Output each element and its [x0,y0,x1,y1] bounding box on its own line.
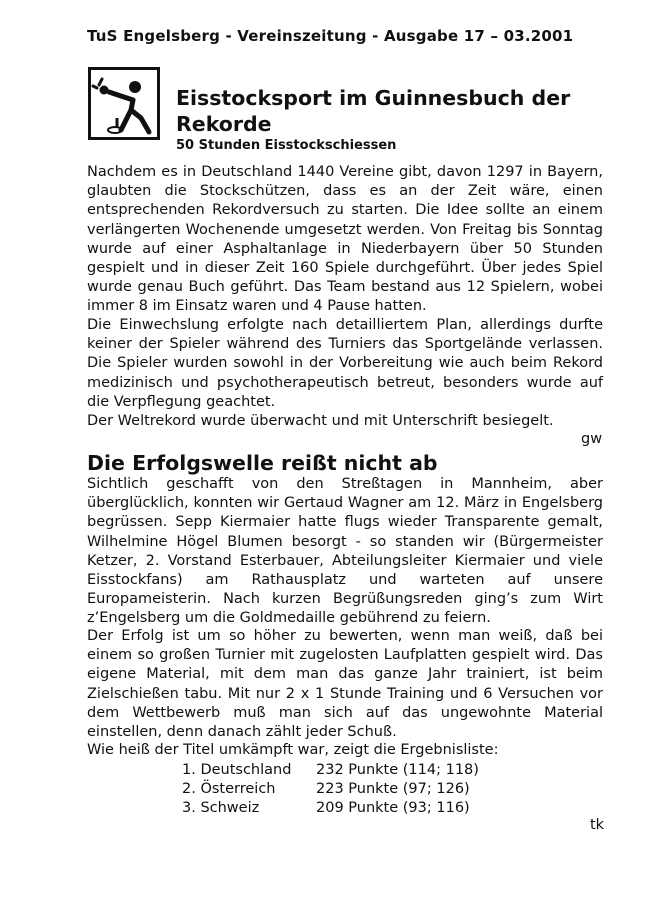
logo-graphic [91,70,157,137]
article-paragraph: Der Erfolg ist um so höher zu bewerten, wenn man weiß, daß bei einem so großen Turnier mit zugelosten Laufplatten gespielt wird. Das eigene Material, mit dem man das ganze Jahr trainiert, ist beim Zielschießen tabu. Mit nur 2 x 1 Stunde Training und 6 Versuchen vor dem Wettbewerb muß man sich auf das ungewohnte Material einstellen, denn danach zählt jeder Schuß. [87,628,603,741]
result-row [182,799,479,818]
result-row [182,780,479,799]
result-score: 223 Punkte (97; 126) [316,781,470,797]
eisstock-player-icon [88,67,160,140]
page-header: TuS Engelsberg - Vereinszeitung - Ausgabe 17 – 03.2001 [87,27,574,45]
author-signature: gw [581,431,603,447]
article-paragraph: Nachdem es in Deutschland 1440 Vereine gibt, davon 1297 in Bayern, glaubten die Stockschützen, dass es an der Zeit wäre, einen entsprechenden Rekordversuch zu starten. Die Idee sollte an einem verlängerten Wochenende umgesetzt werden. Von Freitag bis Sonntag wurde auf einer Asphaltanlage in Niederbayern über 50 Stunden gespielt und in dieser Zeit 160 Spiele durchgeführt. Über jedes Spiel wurde genau Buch geführt. Das Team bestand aus 12 Spielern, wobei immer 8 im Einsatz waren und 4 Pause hatten. [87,164,603,315]
article-paragraph: Wie heiß der Titel umkämpft war, zeigt die Ergebnisliste: [87,742,499,758]
article-paragraph: Die Einwechslung erfolgte nach detailliertem Plan, allerdings durfte keiner der Spieler während des Turniers das Sportgelände verlassen. Die Spieler wurden sowohl in der Vorbereitung wie auch beim Rekord medizinisch und psychotherapeutisch betreut, besonders wurde auf die Verpflegung geachtet. [87,317,603,410]
result-score: 209 Punkte (93; 116) [316,800,470,816]
article-paragraph: Der Weltrekord wurde überwacht und mit Unterschrift besiegelt. [87,413,554,429]
result-place: 2. Österreich [182,781,276,797]
article-title: Eisstocksport im Guinnesbuch der Rekorde [176,86,571,136]
article-subtitle: 50 Stunden Eisstockschiessen [176,138,397,153]
result-place: 3. Schweiz [182,800,260,816]
section-heading: Die Erfolgswelle reißt nicht ab [87,451,438,475]
result-place: 1. Deutschland [182,762,292,778]
result-row [182,761,479,780]
article-paragraph: Sichtlich geschafft von den Streßtagen in Mannheim, aber überglücklich, konnten wir Gertaud Wagner am 12. März in Engelsberg begrüssen. Sepp Kiermaier hatte flugs wieder Transparente gemalt, Wilhelmine Högel Blumen besorgt - so standen wir (Bürgermeister Ketzer, 2. Vorstand Esterbauer, Abteilungsleiter Kiermaier und viele Eisstockfans) am Rathausplatz und warteten auf unsere Europameisterin. Nach kurzen Begrüßungsreden ging’s zum Wirt z’Engelsberg um die Goldmedaille gebührend zu feiern. [87,476,603,627]
author-signature: tk [590,817,605,833]
results-list [182,761,479,818]
result-score: 232 Punkte (114; 118) [316,762,479,778]
